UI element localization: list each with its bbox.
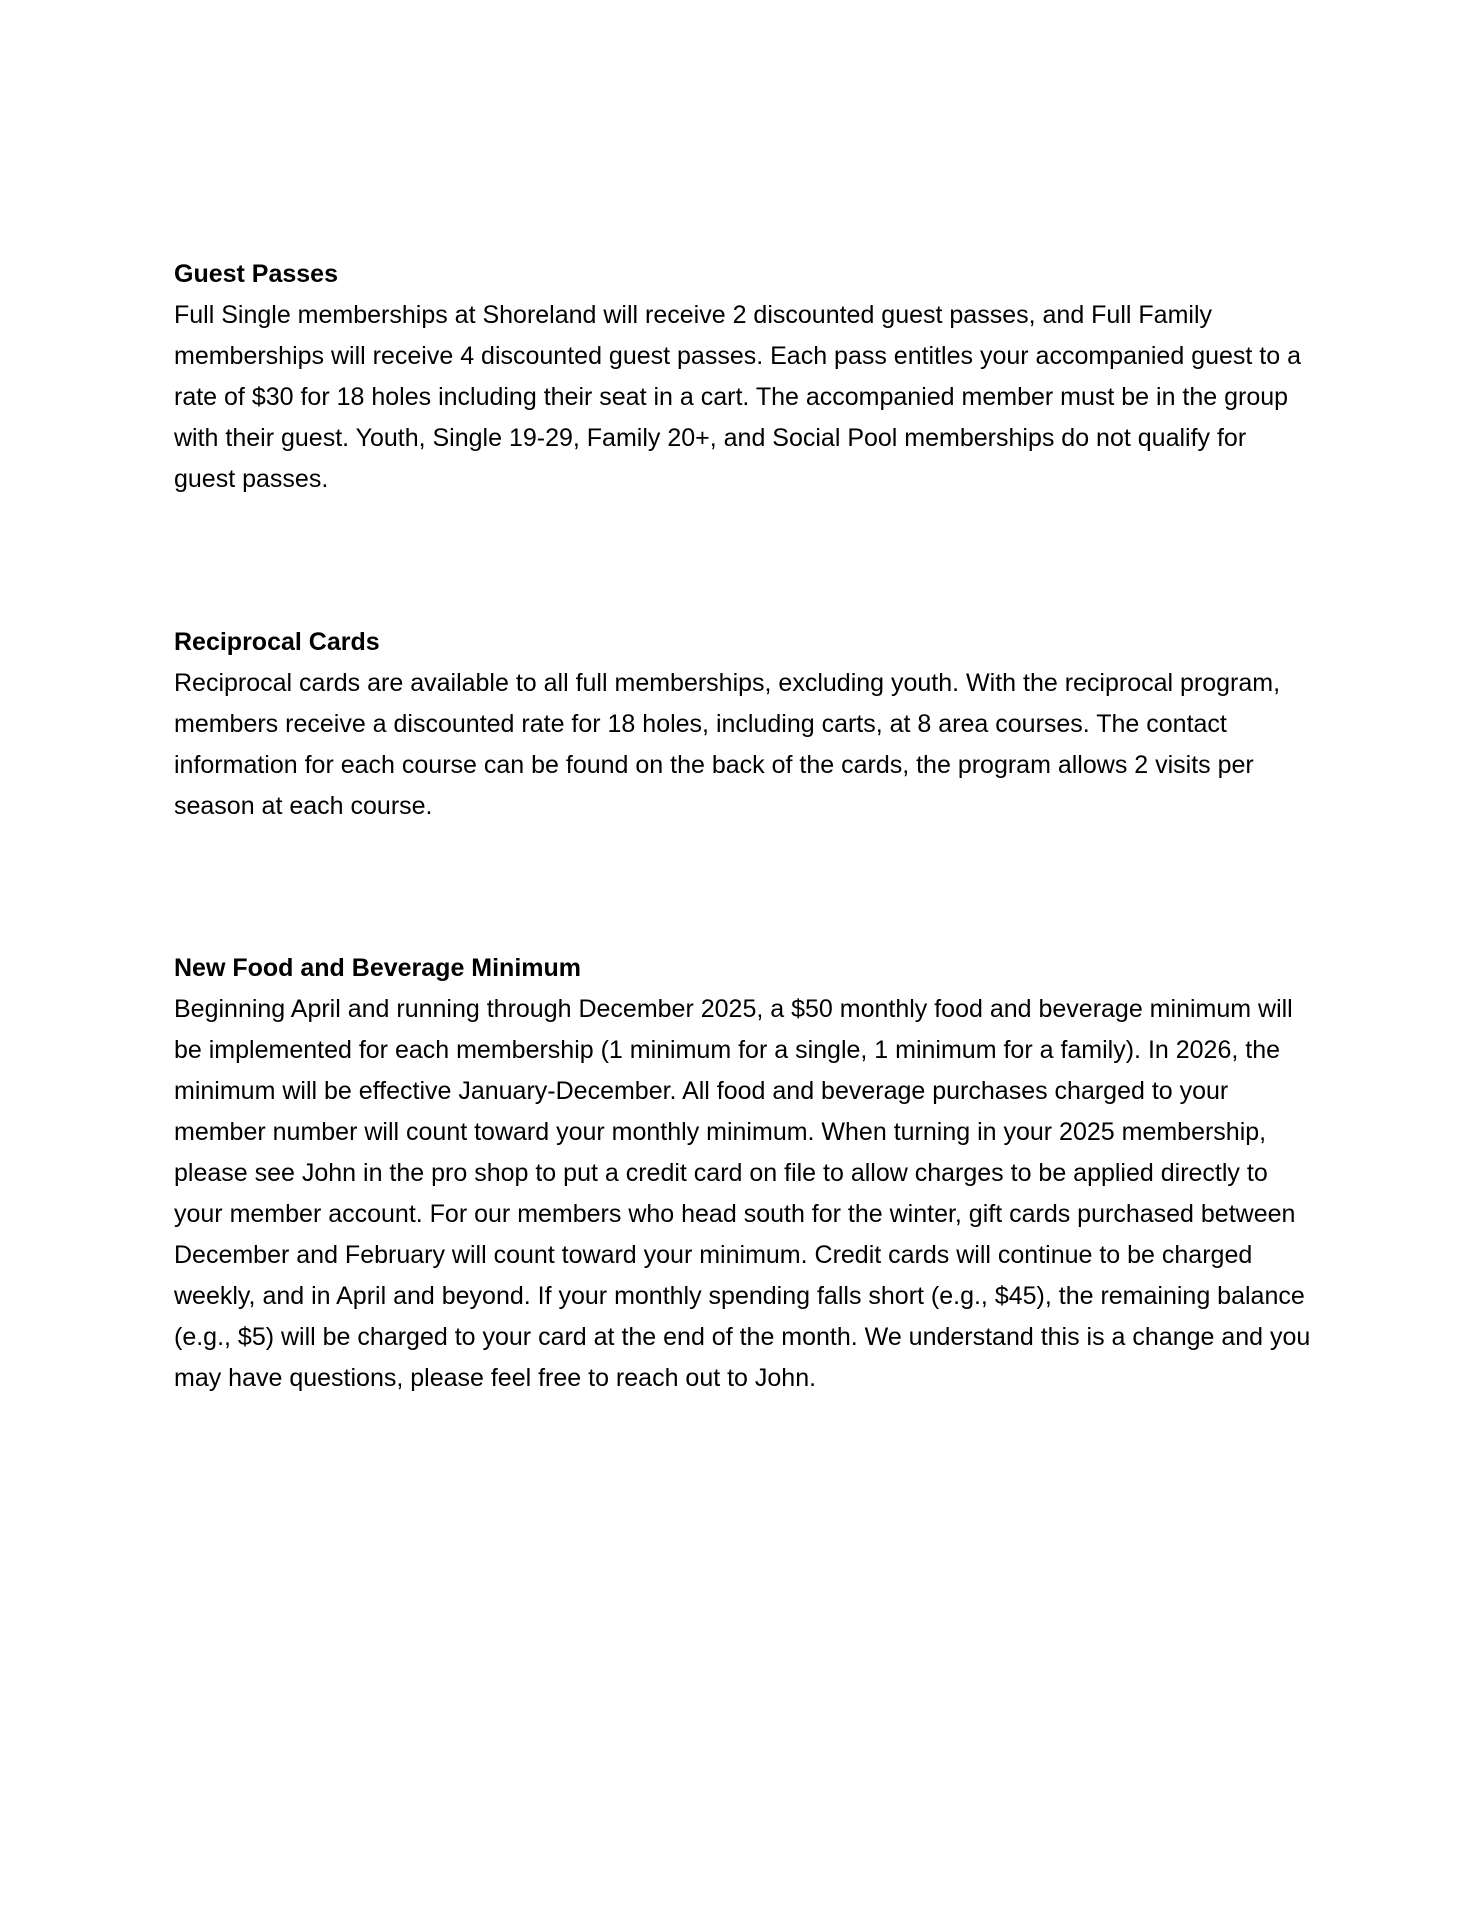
guest-passes-section (174, 254, 1314, 500)
guest-passes-heading: Guest Passes (174, 260, 338, 288)
reciprocal-cards-heading: Reciprocal Cards (174, 628, 380, 656)
food-beverage-minimum-heading: New Food and Beverage Minimum (174, 954, 582, 982)
guest-passes-body: Full Single memberships at Shoreland will receive 2 discounted guest passes, and Full Family memberships will receive 4 discounted guest passes. Each pass entitles your accompanied guest to a rate of $30 for 18 holes including their seat in a cart. The accompanied member must be in the group with their guest. Youth, Single 19-29, Family 20+, and Social Pool memberships do not qualify for guest passes. (174, 301, 1301, 493)
reciprocal-cards-body: Reciprocal cards are available to all full memberships, excluding youth. With the reciprocal program, members receive a discounted rate for 18 holes, including carts, at 8 area courses. The contact information for each course can be found on the back of the cards, the program allows 2 visits per season at each course. (174, 669, 1281, 820)
food-beverage-minimum-section (174, 948, 1314, 1399)
reciprocal-cards-section (174, 622, 1314, 827)
food-beverage-minimum-body: Beginning April and running through December 2025, a $50 monthly food and beverage minimum will be implemented for each membership (1 minimum for a single, 1 minimum for a family). In 2026, the minimum will be effective January-December. All food and beverage purchases charged to your member number will count toward your monthly minimum. When turning in your 2025 membership, please see John in the pro shop to put a credit card on file to allow charges to be applied directly to your member account. For our members who head south for the winter, gift cards purchased between December and February will count toward your minimum. Credit cards will continue to be charged weekly, and in April and beyond. If your monthly spending falls short (e.g., $45), the remaining balance (e.g., $5) will be charged to your card at the end of the month. We understand this is a change and you may have questions, please feel free to reach out to John. (174, 995, 1311, 1392)
